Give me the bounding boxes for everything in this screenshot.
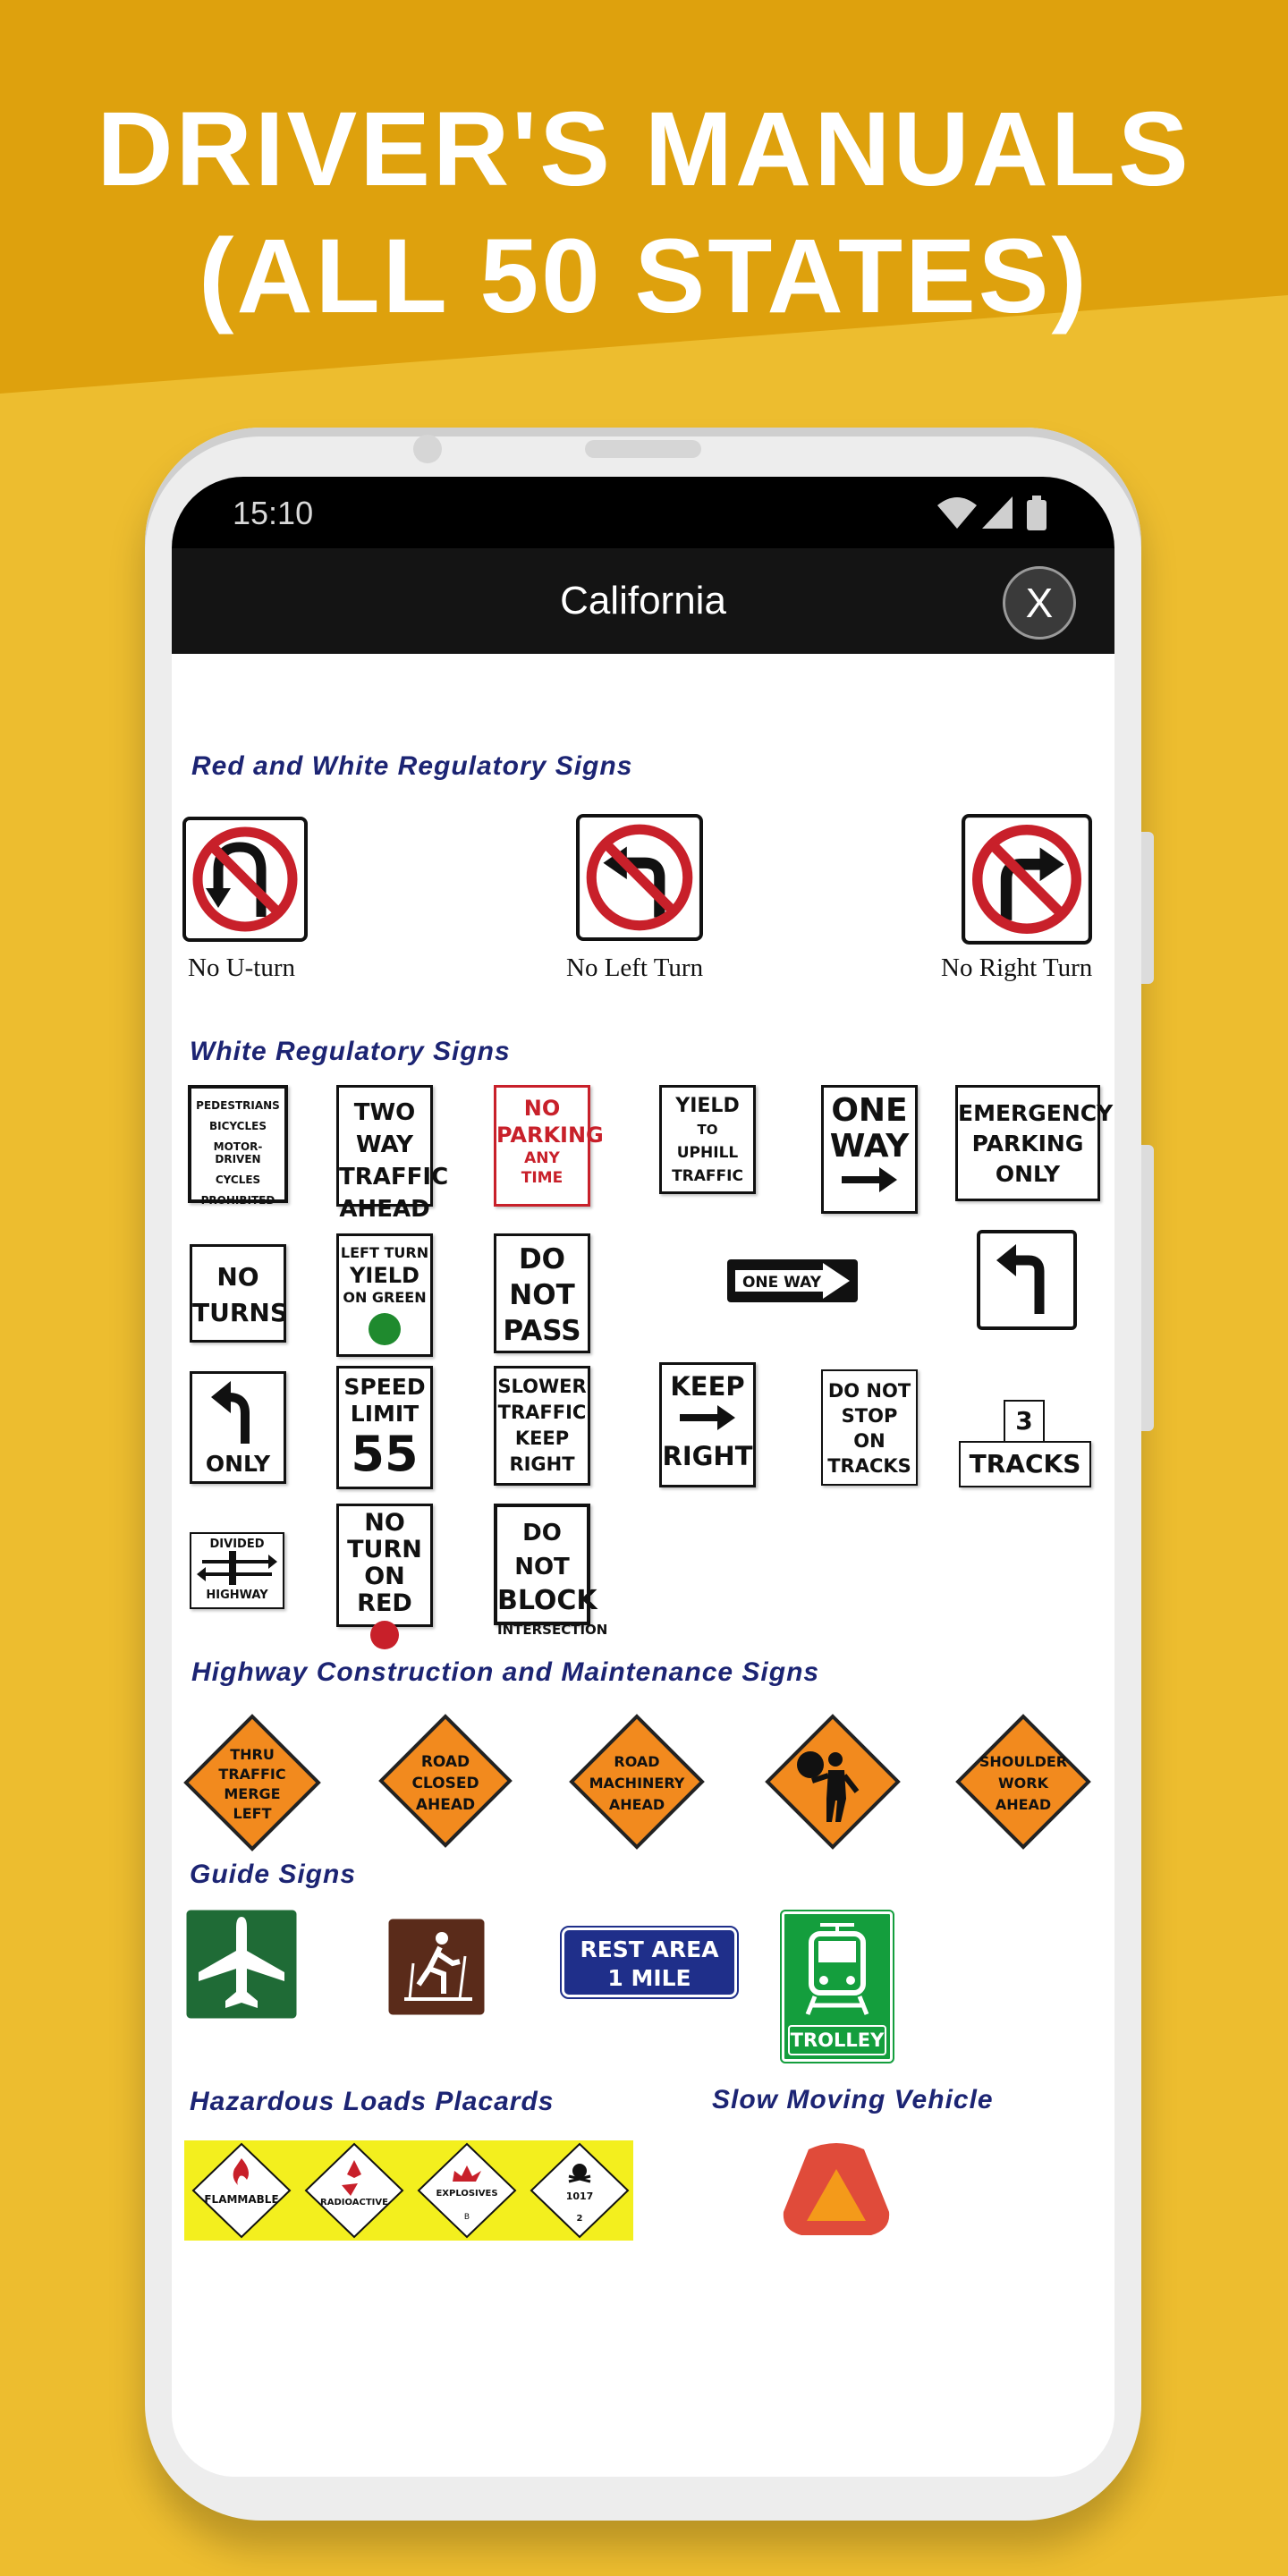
sign-thru-traffic-merge-left bbox=[182, 1713, 322, 1852]
divided-highway-arrows-icon bbox=[197, 1551, 277, 1585]
volume-button bbox=[1141, 832, 1154, 984]
no-right-turn-sign bbox=[962, 814, 1092, 945]
sign-slower-traffic-keep-right: SLOWER TRAFFIC KEEP RIGHT bbox=[494, 1366, 590, 1486]
svg-text:ROADMACHINERYAHEAD: ROAD MACHINERY AHEAD bbox=[589, 1753, 685, 1813]
front-camera bbox=[413, 435, 442, 463]
close-button[interactable]: X bbox=[1003, 566, 1076, 640]
banner-title-line1: DRIVER'S MANUALS bbox=[97, 90, 1191, 208]
sign-road-closed-ahead bbox=[377, 1713, 513, 1849]
svg-text:RADIOACTIVE: RADIOACTIVE bbox=[320, 2198, 388, 2207]
status-icons bbox=[936, 493, 1052, 532]
sign-one-way-vertical: ONE WAY bbox=[821, 1085, 918, 1214]
trolley-icon bbox=[784, 1914, 890, 2021]
curved-left-arrow-icon bbox=[202, 1377, 274, 1444]
sign-yield-uphill-traffic: YIELD TO UPHILL TRAFFIC bbox=[659, 1085, 756, 1194]
tracks-label: TRACKS bbox=[959, 1441, 1091, 1487]
trolley-label: TROLLEY bbox=[788, 2025, 886, 2055]
wifi-icon bbox=[937, 497, 977, 529]
section-title-construction: Highway Construction and Maintenance Signs bbox=[191, 1657, 820, 1687]
tracks-number: 3 bbox=[1004, 1400, 1045, 1443]
section-title-guide: Guide Signs bbox=[190, 1860, 357, 1889]
sign-two-way-traffic-ahead: TWO WAY TRAFFIC AHEAD bbox=[336, 1085, 433, 1207]
placard-explosives bbox=[419, 2144, 515, 2237]
placard-flammable bbox=[193, 2144, 290, 2237]
sign-trolley bbox=[782, 1911, 893, 2062]
red-light-dot bbox=[370, 1621, 399, 1649]
sign-pedestrians-prohibited: PEDESTRIANS BICYCLES MOTOR-DRIVEN CYCLES PROHIBITED bbox=[188, 1085, 288, 1203]
app-title: California bbox=[560, 579, 726, 623]
status-bar bbox=[172, 477, 1114, 548]
svg-text:FLAMMABLE: FLAMMABLE bbox=[204, 2193, 279, 2206]
sign-one-way-horizontal bbox=[726, 1258, 859, 1303]
svg-text:THRUTRAFFICMERGELEFT: THRU TRAFFIC MERGE LEFT bbox=[218, 1746, 286, 1822]
sign-no-turn-on-red: NO TURN ON RED bbox=[336, 1504, 433, 1627]
sign-road-machinery-ahead bbox=[568, 1713, 706, 1851]
section-title-slow-moving: Slow Moving Vehicle bbox=[712, 2085, 994, 2114]
svg-text:1017: 1017 bbox=[565, 2190, 594, 2202]
status-time: 15:10 bbox=[233, 495, 314, 531]
banner-title-line2: (ALL 50 STATES) bbox=[199, 217, 1089, 335]
sign-cross-country-skiing bbox=[386, 1917, 487, 2017]
signal-icon bbox=[982, 496, 1013, 529]
sign-flagger-ahead bbox=[764, 1713, 902, 1851]
battery-icon bbox=[1027, 496, 1046, 530]
right-arrow-icon bbox=[838, 1165, 901, 1195]
sign-shoulder-work-ahead bbox=[954, 1713, 1092, 1851]
caption-no-u-turn: No U-turn bbox=[188, 953, 296, 982]
sign-left-turn-yield-on-green: LEFT TURN YIELD ON GREEN bbox=[336, 1233, 433, 1357]
right-arrow-icon bbox=[676, 1402, 739, 1433]
section-title-white-regulatory: White Regulatory Signs bbox=[190, 1037, 511, 1066]
phone-screen bbox=[172, 477, 1114, 2477]
no-left-turn-sign bbox=[576, 814, 703, 941]
placard-radioactive bbox=[306, 2144, 402, 2237]
sign-speed-limit-55: SPEED LIMIT 55 bbox=[336, 1366, 433, 1489]
power-button bbox=[1141, 1145, 1154, 1431]
app-bar bbox=[172, 548, 1114, 654]
svg-text:2: 2 bbox=[576, 2214, 583, 2224]
placard-poison-gas bbox=[531, 2144, 628, 2237]
sign-left-turn-arrow bbox=[977, 1230, 1077, 1330]
sign-keep-right: KEEP RIGHT bbox=[659, 1362, 756, 1487]
hazmat-placards bbox=[184, 2140, 633, 2241]
slow-moving-vehicle-emblem bbox=[782, 2142, 891, 2239]
one-way-small-label: ONE WAY bbox=[741, 1274, 822, 1292]
earpiece-speaker bbox=[585, 440, 701, 458]
caption-no-right-turn: No Right Turn bbox=[941, 953, 1093, 982]
svg-text:B: B bbox=[463, 2213, 470, 2222]
sign-do-not-block-intersection: DO NOT BLOCK INTERSECTION bbox=[494, 1504, 590, 1625]
sign-do-not-pass: DO NOT PASS bbox=[494, 1233, 590, 1353]
svg-text:ROADCLOSEDAHEAD: ROAD CLOSED AHEAD bbox=[411, 1753, 479, 1814]
sign-do-not-stop-on-tracks: DO NOT STOP ON TRACKS bbox=[821, 1369, 918, 1486]
sign-divided-highway: DIVIDED HIGHWAY bbox=[190, 1532, 284, 1609]
sign-airport bbox=[184, 1908, 299, 2021]
section-title-hazmat: Hazardous Loads Placards bbox=[190, 2087, 555, 2116]
sign-emergency-parking-only: EMERGENCY PARKING ONLY bbox=[955, 1085, 1100, 1201]
green-light-dot bbox=[369, 1313, 401, 1345]
sign-no-turns: NO TURNS bbox=[190, 1244, 286, 1343]
svg-text:EXPLOSIVES: EXPLOSIVES bbox=[436, 2189, 498, 2199]
caption-no-left-turn: No Left Turn bbox=[566, 953, 704, 982]
section-title-red-white: Red and White Regulatory Signs bbox=[191, 751, 633, 781]
no-u-turn-sign bbox=[182, 817, 308, 942]
sign-rest-area-1-mile: REST AREA 1 MILE bbox=[562, 1928, 737, 1997]
sign-left-only: ONLY bbox=[190, 1371, 286, 1484]
skull-icon bbox=[572, 2164, 587, 2178]
sign-no-parking-any-time: NO PARKING ANY TIME bbox=[494, 1085, 590, 1207]
svg-text:SHOULDERWORKAHEAD: SHOULDER WORK AHEAD bbox=[979, 1753, 1068, 1813]
